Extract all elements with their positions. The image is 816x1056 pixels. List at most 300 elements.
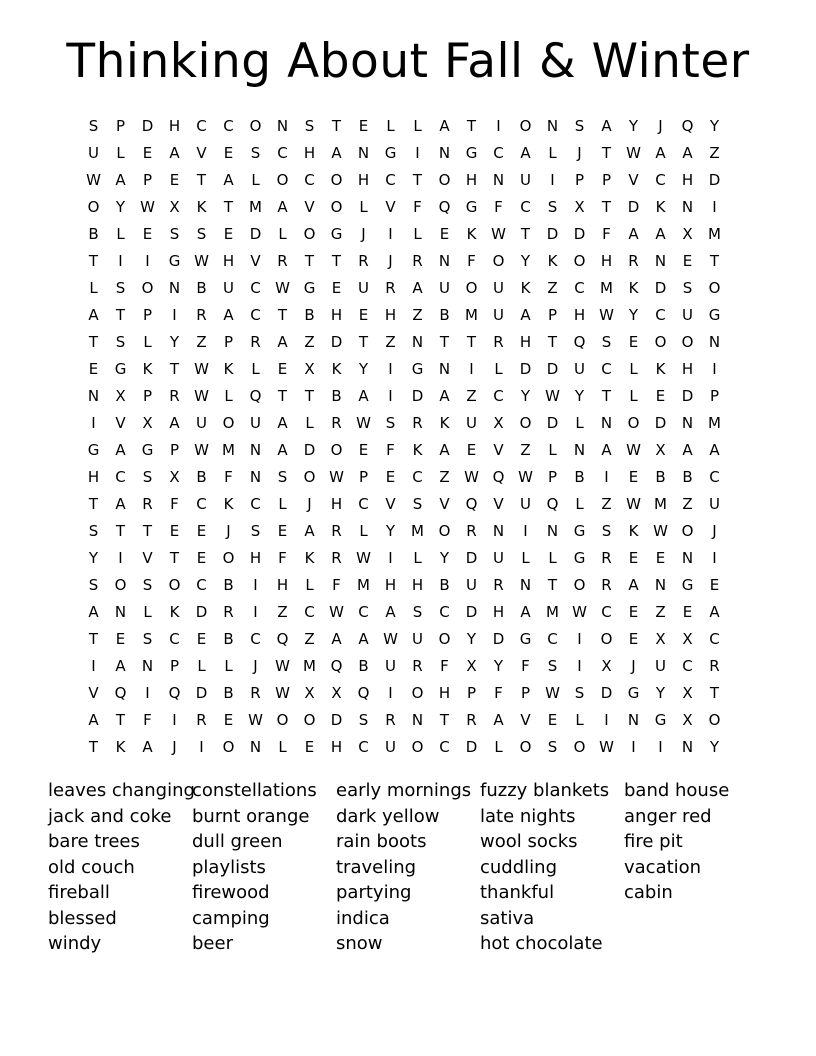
grid-letter: L xyxy=(278,495,287,513)
grid-letter: V xyxy=(115,414,126,432)
grid-letter: O xyxy=(438,630,451,648)
grid-letter: D xyxy=(195,603,208,621)
grid-letter: S xyxy=(412,603,423,621)
grid-letter: C xyxy=(439,738,450,756)
grid-letter: A xyxy=(88,711,99,729)
grid-letter: F xyxy=(494,684,503,702)
grid-letter: X xyxy=(304,684,315,702)
grid-letter: A xyxy=(520,144,531,162)
grid-letter: W xyxy=(194,360,209,378)
grid-letter: L xyxy=(494,738,503,756)
grid-letter: R xyxy=(493,333,504,351)
grid-letter: D xyxy=(330,711,343,729)
grid-letter: A xyxy=(223,306,234,324)
grid-letter: E xyxy=(88,360,99,378)
grid-letter: O xyxy=(600,630,613,648)
grid-row xyxy=(80,221,728,248)
grid-letter: N xyxy=(249,441,262,459)
grid-letter: B xyxy=(655,468,666,486)
grid-letter: C xyxy=(304,171,315,189)
grid-letter: A xyxy=(115,441,126,459)
grid-letter: Q xyxy=(276,630,289,648)
grid-letter: Y xyxy=(574,387,585,405)
grid-letter: G xyxy=(465,144,478,162)
grid-row xyxy=(80,464,728,491)
grid-letter: L xyxy=(251,171,260,189)
grid-letter: E xyxy=(655,387,666,405)
grid-letter: U xyxy=(250,414,261,432)
grid-letter: T xyxy=(223,198,234,216)
grid-letter: L xyxy=(386,117,395,135)
grid-row xyxy=(80,275,728,302)
grid-row xyxy=(80,167,728,194)
grid-letter: A xyxy=(88,603,99,621)
grid-letter: B xyxy=(358,657,369,675)
grid-letter: F xyxy=(494,198,503,216)
word-list-item: constellations xyxy=(192,780,317,801)
grid-letter: S xyxy=(142,630,153,648)
grid-letter: A xyxy=(277,441,288,459)
grid-letter: S xyxy=(250,522,261,540)
grid-letter: H xyxy=(87,468,100,486)
grid-letter: Y xyxy=(493,657,504,675)
grid-letter: C xyxy=(115,468,126,486)
grid-letter: G xyxy=(465,198,478,216)
grid-letter: D xyxy=(627,198,640,216)
grid-letter: T xyxy=(601,198,612,216)
grid-letter: Y xyxy=(169,333,180,351)
grid-letter: O xyxy=(573,576,586,594)
grid-letter: K xyxy=(520,279,531,297)
word-list-item: dark yellow xyxy=(336,805,440,827)
grid-letter: R xyxy=(466,711,477,729)
word-list-item: leaves changing xyxy=(48,780,195,801)
grid-letter: I xyxy=(523,522,528,540)
grid-letter: O xyxy=(519,414,532,432)
grid-letter: K xyxy=(466,225,477,243)
word-list-item: traveling xyxy=(336,856,417,878)
grid-letter: F xyxy=(440,657,449,675)
grid-letter: X xyxy=(682,225,693,243)
grid-letter: E xyxy=(196,630,207,648)
grid-row xyxy=(80,734,728,761)
grid-letter: R xyxy=(196,306,207,324)
grid-letter: W xyxy=(275,657,290,675)
grid-letter: L xyxy=(278,738,287,756)
grid-letter: D xyxy=(681,387,694,405)
grid-letter: S xyxy=(115,333,126,351)
word-list-item: hot chocolate xyxy=(480,933,603,954)
word-list-item: band house xyxy=(624,780,730,801)
grid-letter: Y xyxy=(520,387,531,405)
grid-letter: J xyxy=(226,522,231,540)
grid-letter: E xyxy=(628,549,639,567)
grid-letter: C xyxy=(196,117,207,135)
grid-letter: E xyxy=(223,711,234,729)
grid-letter: B xyxy=(439,306,450,324)
grid-letter: J xyxy=(253,657,258,675)
grid-letter: Y xyxy=(628,306,639,324)
grid-letter: K xyxy=(223,495,234,513)
grid-letter: P xyxy=(142,306,153,324)
grid-letter: I xyxy=(199,738,204,756)
grid-letter: P xyxy=(466,684,477,702)
grid-letter: T xyxy=(304,387,315,405)
grid-letter: A xyxy=(439,441,450,459)
grid-letter: S xyxy=(142,576,153,594)
grid-letter: G xyxy=(519,630,532,648)
grid-letter: N xyxy=(249,738,262,756)
grid-letter: F xyxy=(467,252,476,270)
grid-letter: X xyxy=(169,198,180,216)
grid-letter: T xyxy=(88,630,99,648)
grid-letter: Q xyxy=(681,117,694,135)
grid-letter: D xyxy=(600,684,613,702)
grid-letter: L xyxy=(359,198,368,216)
word-list-item: old couch xyxy=(48,856,135,878)
grid-letter: D xyxy=(141,117,154,135)
grid-letter: R xyxy=(331,414,342,432)
grid-letter: C xyxy=(196,495,207,513)
grid-letter: V xyxy=(196,144,207,162)
grid-letter: Z xyxy=(466,387,477,405)
grid-letter: P xyxy=(169,441,180,459)
grid-letter: J xyxy=(658,117,663,135)
grid-letter: I xyxy=(388,549,393,567)
grid-letter: H xyxy=(249,549,262,567)
grid-letter: H xyxy=(222,252,235,270)
grid-letter: C xyxy=(493,144,504,162)
grid-letter: D xyxy=(465,603,478,621)
grid-letter: Y xyxy=(439,549,450,567)
grid-letter: Y xyxy=(520,252,531,270)
grid-letter: I xyxy=(388,360,393,378)
grid-letter: H xyxy=(384,576,397,594)
grid-letter: G xyxy=(330,225,343,243)
grid-letter: O xyxy=(411,684,424,702)
grid-letter: R xyxy=(142,495,153,513)
word-list-item: fire pit xyxy=(624,831,683,852)
grid-letter: N xyxy=(708,333,721,351)
grid-letter: E xyxy=(169,522,180,540)
grid-letter: E xyxy=(358,117,369,135)
grid-letter: N xyxy=(438,360,451,378)
grid-letter: D xyxy=(303,441,316,459)
grid-letter: K xyxy=(628,522,639,540)
grid-letter: U xyxy=(412,630,423,648)
grid-letter: E xyxy=(466,441,477,459)
grid-letter: Q xyxy=(492,468,505,486)
grid-letter: E xyxy=(223,144,234,162)
grid-letter: G xyxy=(87,441,100,459)
grid-letter: U xyxy=(223,279,234,297)
grid-letter: O xyxy=(222,738,235,756)
grid-letter: E xyxy=(196,549,207,567)
grid-letter: S xyxy=(88,117,99,135)
grid-letter: W xyxy=(356,549,371,567)
grid-letter: I xyxy=(631,738,636,756)
grid-letter: W xyxy=(194,252,209,270)
grid-letter: W xyxy=(545,684,560,702)
grid-letter: N xyxy=(114,603,127,621)
grid-letter: T xyxy=(115,306,126,324)
grid-letter: N xyxy=(411,333,424,351)
grid-letter: O xyxy=(330,198,343,216)
word-list-item: windy xyxy=(48,933,102,954)
grid-letter: K xyxy=(439,414,450,432)
word-list-item: indica xyxy=(336,907,390,929)
grid-letter: C xyxy=(547,630,558,648)
grid-letter: W xyxy=(599,306,614,324)
grid-letter: S xyxy=(169,225,180,243)
grid-letter: N xyxy=(276,117,289,135)
grid-letter: G xyxy=(654,711,667,729)
grid-letter: N xyxy=(573,441,586,459)
grid-letter: K xyxy=(169,603,180,621)
grid-letter: A xyxy=(277,198,288,216)
grid-letter: T xyxy=(547,576,558,594)
grid-letter: A xyxy=(115,495,126,513)
grid-letter: L xyxy=(116,225,125,243)
grid-letter: G xyxy=(141,441,154,459)
grid-letter: R xyxy=(385,279,396,297)
grid-letter: F xyxy=(386,441,395,459)
grid-row xyxy=(80,545,728,572)
grid-letter: S xyxy=(574,117,585,135)
grid-letter: N xyxy=(600,414,613,432)
grid-letter: T xyxy=(439,711,450,729)
grid-letter: H xyxy=(276,576,289,594)
grid-letter: C xyxy=(655,306,666,324)
grid-letter: G xyxy=(384,144,397,162)
grid-letter: N xyxy=(438,252,451,270)
grid-letter: W xyxy=(329,468,344,486)
grid-letter: E xyxy=(277,360,288,378)
grid-row xyxy=(80,113,728,140)
grid-letter: W xyxy=(194,441,209,459)
grid-letter: B xyxy=(574,468,585,486)
grid-letter: H xyxy=(573,306,586,324)
grid-letter: O xyxy=(276,711,289,729)
grid-letter: A xyxy=(358,630,369,648)
grid-row xyxy=(80,194,728,221)
grid-letter: D xyxy=(546,225,559,243)
grid-letter: O xyxy=(411,738,424,756)
grid-letter: N xyxy=(357,144,370,162)
grid-letter: D xyxy=(654,279,667,297)
grid-letter: D xyxy=(519,360,532,378)
grid-letter: C xyxy=(439,603,450,621)
grid-letter: G xyxy=(573,549,586,567)
grid-letter: W xyxy=(626,495,641,513)
grid-letter: E xyxy=(277,522,288,540)
grid-letter: W xyxy=(545,387,560,405)
grid-letter: T xyxy=(88,495,99,513)
grid-letter: H xyxy=(411,576,424,594)
grid-letter: E xyxy=(628,468,639,486)
grid-letter: R xyxy=(493,576,504,594)
grid-letter: A xyxy=(439,117,450,135)
grid-letter: Z xyxy=(709,144,720,162)
grid-letter: D xyxy=(465,738,478,756)
grid-letter: E xyxy=(628,630,639,648)
grid-letter: I xyxy=(172,711,177,729)
grid-letter: T xyxy=(412,171,423,189)
grid-letter: O xyxy=(330,441,343,459)
grid-letter: L xyxy=(224,657,233,675)
grid-letter: S xyxy=(547,738,558,756)
grid-letter: W xyxy=(626,144,641,162)
grid-letter: H xyxy=(492,603,505,621)
grid-letter: D xyxy=(411,387,424,405)
grid-letter: T xyxy=(115,711,126,729)
grid-letter: R xyxy=(709,657,720,675)
grid-letter: T xyxy=(331,252,342,270)
grid-letter: J xyxy=(388,252,393,270)
grid-letter: C xyxy=(655,171,666,189)
grid-letter: H xyxy=(357,171,370,189)
grid-letter: S xyxy=(601,522,612,540)
grid-letter: N xyxy=(654,576,667,594)
grid-letter: C xyxy=(682,657,693,675)
word-list-item: playlists xyxy=(192,856,266,878)
grid-letter: S xyxy=(304,117,315,135)
grid-letter: H xyxy=(519,333,532,351)
grid-letter: N xyxy=(492,171,505,189)
grid-letter: I xyxy=(91,657,96,675)
grid-letter: F xyxy=(143,711,152,729)
grid-letter: R xyxy=(628,252,639,270)
grid-letter: G xyxy=(168,252,181,270)
grid-letter: K xyxy=(304,549,315,567)
grid-letter: E xyxy=(196,522,207,540)
grid-letter: N xyxy=(654,252,667,270)
grid-letter: D xyxy=(330,333,343,351)
grid-letter: X xyxy=(466,657,477,675)
grid-letter: A xyxy=(304,522,315,540)
grid-letter: L xyxy=(305,414,314,432)
grid-letter: Y xyxy=(358,360,369,378)
grid-letter: O xyxy=(573,252,586,270)
grid-letter: T xyxy=(601,144,612,162)
word-list-item: snow xyxy=(336,933,383,954)
grid-letter: L xyxy=(413,225,422,243)
grid-row xyxy=(80,383,728,410)
grid-letter: B xyxy=(439,576,450,594)
grid-letter: W xyxy=(383,630,398,648)
grid-letter: E xyxy=(385,468,396,486)
grid-letter: D xyxy=(492,630,505,648)
grid-letter: G xyxy=(114,360,127,378)
grid-letter: Q xyxy=(465,495,478,513)
grid-letter: L xyxy=(575,414,584,432)
grid-letter: A xyxy=(142,738,153,756)
grid-row xyxy=(80,626,728,653)
grid-letter: R xyxy=(466,522,477,540)
grid-letter: L xyxy=(494,360,503,378)
grid-letter: L xyxy=(575,495,584,513)
grid-letter: W xyxy=(518,468,533,486)
grid-letter: U xyxy=(466,414,477,432)
grid-letter: K xyxy=(331,360,342,378)
grid-letter: I xyxy=(604,711,609,729)
grid-letter: P xyxy=(142,171,153,189)
grid-letter: S xyxy=(682,279,693,297)
grid-letter: O xyxy=(141,279,154,297)
grid-letter: H xyxy=(168,117,181,135)
grid-letter: N xyxy=(168,279,181,297)
grid-letter: A xyxy=(88,306,99,324)
grid-letter: T xyxy=(601,387,612,405)
grid-letter: R xyxy=(601,549,612,567)
grid-letter: Q xyxy=(249,387,262,405)
grid-letter: K xyxy=(142,360,153,378)
grid-letter: H xyxy=(465,171,478,189)
grid-letter: A xyxy=(115,657,126,675)
grid-letter: F xyxy=(170,495,179,513)
grid-letter: D xyxy=(465,549,478,567)
grid-letter: U xyxy=(385,657,396,675)
grid-letter: B xyxy=(331,387,342,405)
grid-row xyxy=(80,140,728,167)
grid-row xyxy=(80,518,728,545)
grid-letter: T xyxy=(277,387,288,405)
grid-letter: N xyxy=(546,522,559,540)
word-list-item: rain boots xyxy=(336,831,427,852)
word-list-item: beer xyxy=(192,933,233,954)
grid-letter: Z xyxy=(520,441,531,459)
grid-letter: E xyxy=(655,549,666,567)
grid-letter: Z xyxy=(304,333,315,351)
grid-letter: P xyxy=(142,387,153,405)
grid-letter: T xyxy=(709,252,720,270)
grid-letter: O xyxy=(303,711,316,729)
grid-letter: O xyxy=(465,279,478,297)
grid-letter: O xyxy=(519,117,532,135)
grid-letter: V xyxy=(385,495,396,513)
grid-letter: O xyxy=(330,171,343,189)
grid-letter: N xyxy=(681,549,694,567)
word-list xyxy=(48,778,768,957)
grid-letter: U xyxy=(196,414,207,432)
grid-letter: E xyxy=(142,144,153,162)
grid-letter: O xyxy=(492,252,505,270)
grid-letter: L xyxy=(413,117,422,135)
grid-letter: S xyxy=(385,414,396,432)
grid-letter: G xyxy=(573,522,586,540)
grid-letter: S xyxy=(277,468,288,486)
grid-letter: P xyxy=(547,306,558,324)
grid-letter: L xyxy=(548,441,557,459)
grid-letter: L xyxy=(197,657,206,675)
word-list-item: partying xyxy=(336,882,412,903)
grid-letter: X xyxy=(142,414,153,432)
grid-letter: A xyxy=(655,225,666,243)
grid-letter: P xyxy=(547,468,558,486)
grid-letter: Q xyxy=(438,198,451,216)
grid-letter: J xyxy=(307,495,312,513)
grid-letter: Z xyxy=(682,495,693,513)
grid-letter: E xyxy=(547,711,558,729)
grid-letter: T xyxy=(520,225,531,243)
grid-letter: L xyxy=(116,144,125,162)
grid-letter: O xyxy=(276,171,289,189)
grid-letter: T xyxy=(466,333,477,351)
grid-letter: C xyxy=(601,603,612,621)
grid-letter: E xyxy=(331,279,342,297)
grid-letter: T xyxy=(88,738,99,756)
grid-letter: R xyxy=(385,711,396,729)
